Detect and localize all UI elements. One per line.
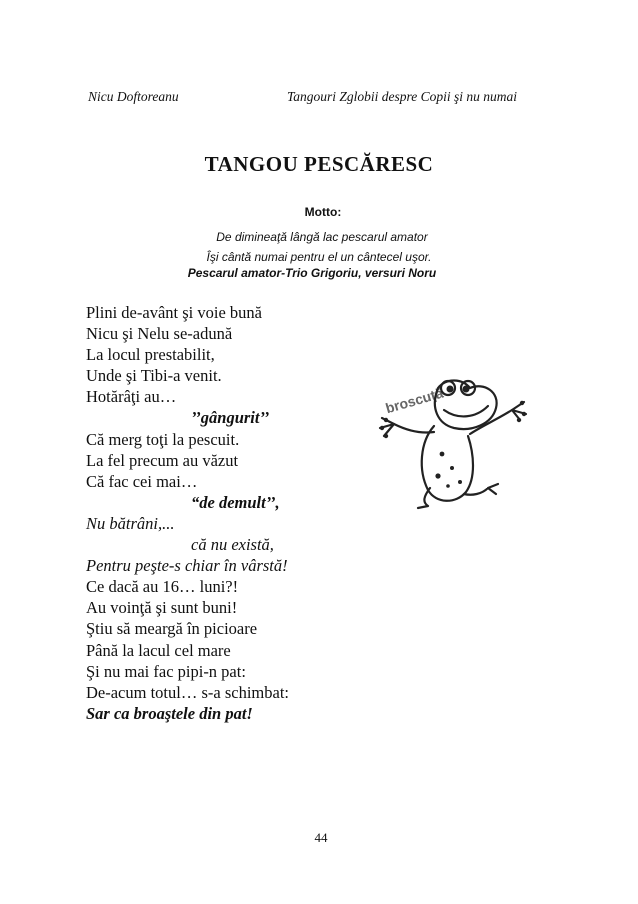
poem-line: Nicu şi Nelu se-adună	[86, 324, 233, 344]
motto-line-1: De dimineaţă lângă lac pescarul amator	[216, 230, 428, 244]
motto-credit: Pescarul amator-Trio Grigoriu, versuri Noru	[187, 266, 437, 280]
poem-line: La fel precum au văzut	[86, 450, 239, 470]
poem-line: Până la lacul cel mare	[86, 640, 231, 660]
poem-line: Sar ca broaştele din pat!	[86, 703, 253, 723]
poem-line: “de demult’’,	[191, 492, 280, 512]
poem-line: Şi nu mai fac pipi-n pat:	[86, 661, 246, 681]
page-number: 44	[314, 830, 328, 845]
poem-line: Nu bătrâni,...	[86, 513, 175, 533]
motto-line-2: Îşi cântă numai pentru el un cântecel uşor.	[206, 250, 432, 264]
frog-icon	[372, 358, 534, 510]
running-header-author: Nicu Doftoreanu	[88, 89, 179, 104]
poem-body	[86, 302, 289, 724]
poem-line: Plini de-avânt şi voie bună	[86, 303, 262, 322]
poem-line: Pentru peşte-s chiar în vârstă!	[86, 556, 288, 576]
poem-line: La locul prestabilit,	[86, 345, 215, 365]
running-header-book-title: Tangouri Zglobii despre Copii şi nu numai	[287, 89, 518, 104]
poem-line: De-acum totul… s-a schimbat:	[86, 682, 289, 702]
poem-line: Că merg toţi la pescuit.	[86, 429, 240, 449]
poem-line: Hotărâţi au…	[86, 387, 177, 407]
poem-line: ’’gângurit’’	[191, 408, 270, 428]
motto-label: Motto:	[304, 205, 342, 219]
poem-line: Au voinţă şi sunt buni!	[86, 598, 238, 618]
poem-line: Că fac cei mai…	[86, 471, 198, 491]
frog-caption: broscuţă	[383, 384, 445, 417]
poem-line: Unde şi Tibi-a venit.	[86, 366, 222, 386]
poem-title: TANGOU PESCĂRESC	[204, 152, 434, 176]
poem-line: Ce dacă au 16… luni?!	[86, 577, 239, 597]
poem-line: că nu există,	[191, 535, 274, 555]
poem-line: Ştiu să meargă în picioare	[86, 619, 258, 639]
